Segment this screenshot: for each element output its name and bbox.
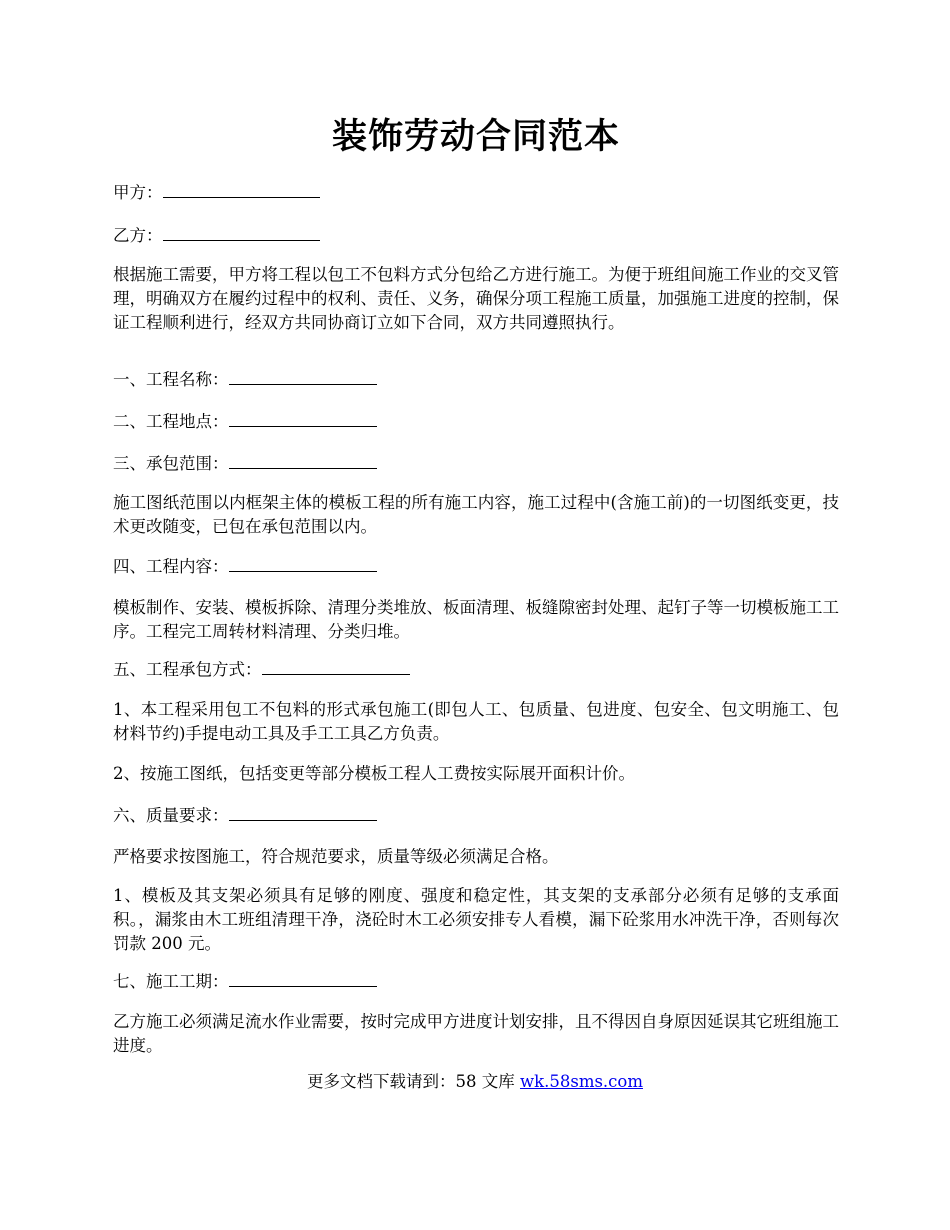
footer-link[interactable]: wk.58sms.com bbox=[519, 1072, 643, 1091]
section-6-paragraph: 严格要求按图施工，符合规范要求，质量等级必须满足合格。 bbox=[113, 847, 559, 866]
party-a-line bbox=[113, 181, 839, 205]
section-5-blank bbox=[262, 658, 410, 675]
section-7-line bbox=[113, 970, 839, 994]
section-6-item-1: 1、模板及其支架必须具有足够的刚度、强度和稳定性，其支架的支承部分必须有足够的支承面积。，漏浆由木工班组清理干净，浇砼时木工必须安排专人看模，漏下砼浆用水冲洗干净，否则每次罚款 200 元。 bbox=[113, 886, 839, 953]
section-6-blank bbox=[229, 804, 377, 821]
section-2-label: 二、工程地点： bbox=[113, 412, 229, 431]
section-5-item-2: 2、按施工图纸，包括变更等部分模板工程人工费按实际展开面积计价。 bbox=[113, 764, 635, 783]
section-4-paragraph: 模板制作、安装、模板拆除、清理分类堆放、板面清理、板缝隙密封处理、起钉子等一切模板施工工序。工程完工周转材料清理、分类归堆。 bbox=[113, 598, 839, 641]
section-4-label: 四、工程内容： bbox=[113, 557, 229, 576]
section-1-blank bbox=[229, 368, 377, 385]
section-6-label: 六、质量要求： bbox=[113, 806, 229, 825]
intro-paragraph: 根据施工需要，甲方将工程以包工不包料方式分包给乙方进行施工。为便于班组间施工作业的交叉管理，明确双方在履约过程中的权利、责任、义务，确保分项工程施工质量，加强施工进度的控制，保证工程顺利进行，经双方共同协商订立如下合同，双方共同遵照执行。 bbox=[113, 265, 839, 332]
section-2-line bbox=[113, 410, 839, 434]
section-7-blank bbox=[229, 970, 377, 987]
section-7-label: 七、施工工期： bbox=[113, 972, 229, 991]
section-1-line bbox=[113, 368, 839, 392]
document-title: 装饰劳动合同范本 bbox=[331, 116, 620, 157]
party-b-label: 乙方： bbox=[113, 226, 163, 245]
party-a-blank bbox=[163, 181, 320, 198]
section-5-label: 五、工程承包方式： bbox=[113, 660, 262, 679]
section-3-paragraph: 施工图纸范围以内框架主体的模板工程的所有施工内容，施工过程中(含施工前)的一切图纸变更，技术更改随变，已包在承包范围以内。 bbox=[113, 493, 839, 536]
section-3-line bbox=[113, 452, 839, 476]
section-3-label: 三、承包范围： bbox=[113, 454, 229, 473]
section-4-line bbox=[113, 555, 839, 579]
section-6-line bbox=[113, 804, 839, 828]
footer-text: 更多文档下载请到：58 文库 bbox=[306, 1072, 520, 1091]
footer bbox=[0, 1070, 950, 1094]
section-2-blank bbox=[229, 410, 377, 427]
section-3-blank bbox=[229, 452, 377, 469]
section-5-line bbox=[113, 658, 839, 682]
party-b-line bbox=[113, 224, 839, 248]
section-4-blank bbox=[229, 555, 377, 572]
section-7-paragraph: 乙方施工必须满足流水作业需要，按时完成甲方进度计划安排，且不得因自身原因延误其它班组施工进度。 bbox=[113, 1012, 839, 1055]
party-b-blank bbox=[163, 224, 320, 241]
section-5-item-1: 1、本工程采用包工不包料的形式承包施工(即包人工、包质量、包进度、包安全、包文明施工、包材料节约)手提电动工具及手工工具乙方负责。 bbox=[113, 700, 839, 743]
section-1-label: 一、工程名称： bbox=[113, 370, 229, 389]
party-a-label: 甲方： bbox=[113, 183, 163, 202]
